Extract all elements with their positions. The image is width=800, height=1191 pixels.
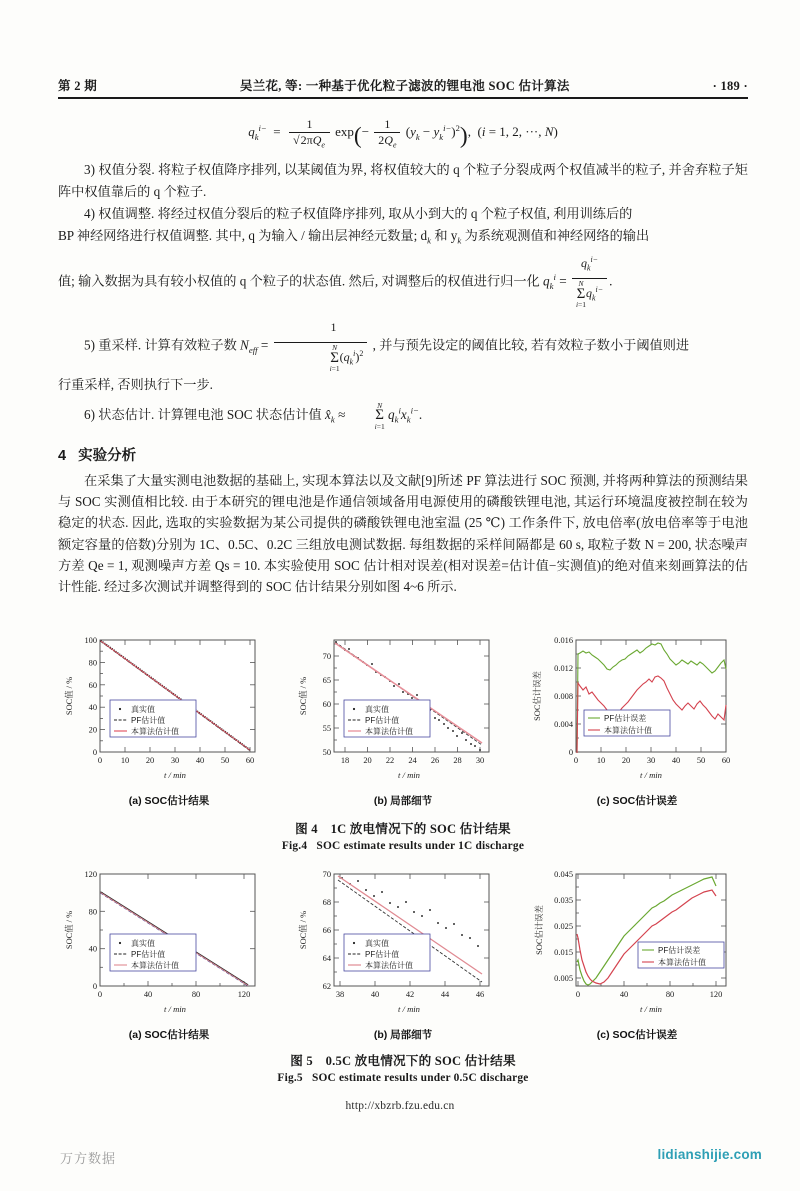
svg-text:62: 62 (322, 982, 331, 991)
article-running-title: 吴兰花, 等: 一种基于优化粒子滤波的锂电池 SOC 估计算法 (239, 79, 570, 93)
figure-4-en-prefix: Fig.4 (281, 840, 308, 852)
x-tick-labels-fig5b (336, 990, 484, 999)
svg-text:120: 120 (237, 990, 251, 999)
para-step-3: 3) 权值分裂. 将粒子权值降序排列, 以某阈值为界, 将权值较大的 q 个粒子分裂成两个权值减半的粒子, 并舍弃粒子矩阵中权值靠后的 q 个粒子. (58, 162, 748, 199)
svg-text:0: 0 (568, 748, 573, 757)
svg-text:真实值: 真实值 (131, 939, 155, 948)
svg-text:本算法估计值: 本算法估计值 (658, 958, 706, 967)
svg-text:20: 20 (621, 756, 631, 765)
svg-text:66: 66 (322, 926, 331, 935)
subcaption-fig5a: (a) SOC估计结果 (128, 1029, 210, 1041)
svg-text:120: 120 (84, 870, 97, 879)
figure-5c (526, 866, 748, 1042)
section-number: 4 (58, 447, 67, 464)
y-tick-labels-fig4b (323, 652, 331, 757)
svg-text:80: 80 (88, 658, 97, 668)
figure-4-caption (58, 818, 748, 852)
svg-text:本算法估计值: 本算法估计值 (131, 727, 179, 736)
equation-weight-update: $q_k^{i-}$ = $\frac{1}{√2\pi Q_e}$ exp(− $\frac{1}{2Q_e}$ $(y_k - y_k^{i-})^2$), (i = 1, 2, ···, N) (248, 117, 558, 150)
svg-text:80: 80 (665, 990, 675, 999)
legend-fig4c (584, 710, 670, 736)
svg-text:本算法估计值: 本算法估计值 (365, 961, 413, 970)
step4-text-d: 值; 输入数据为具有较小权值的 q 个粒子的状态值. 然后, 对调整后的权值进行归一化 (58, 273, 544, 289)
plot-fig4b (292, 632, 514, 790)
svg-text:0.015: 0.015 (554, 948, 573, 957)
legend-fig4a (110, 700, 196, 737)
svg-text:0.016: 0.016 (554, 636, 573, 645)
wanfang-watermark: 万方数据 (60, 1151, 117, 1166)
svg-text:真实值: 真实值 (131, 705, 155, 714)
svg-text:18: 18 (340, 756, 350, 765)
subcaption-fig4c: (c) SOC估计误差 (596, 795, 678, 807)
svg-text:本算法估计值: 本算法估计值 (131, 961, 179, 970)
svg-text:40: 40 (671, 756, 681, 765)
svg-text:真实值: 真实值 (365, 939, 389, 948)
svg-text:70: 70 (322, 870, 331, 879)
svg-text:40: 40 (195, 756, 205, 765)
y-axis-label-fig5b: SOC值 / % (299, 910, 308, 950)
svg-text:10: 10 (120, 756, 130, 765)
svg-text:0.004: 0.004 (554, 720, 573, 729)
figure-5-caption-cn: 图 5 0.5C 放电情况下的 SOC 估计结果 (290, 1054, 516, 1068)
figure-4-caption-cn: 图 4 1C 放电情况下的 SOC 估计结果 (295, 822, 511, 836)
svg-text:0: 0 (92, 982, 97, 991)
svg-text:0.025: 0.025 (554, 922, 573, 931)
svg-text:40: 40 (88, 944, 97, 954)
svg-text:46: 46 (475, 990, 485, 999)
svg-text:10: 10 (596, 756, 606, 765)
figure-5-caption (58, 1050, 748, 1084)
figure-4-caption-en (58, 840, 748, 852)
step4-text-b: 和 y (431, 228, 458, 244)
svg-text:0: 0 (97, 990, 103, 999)
svg-text:0: 0 (97, 756, 103, 765)
y-tick-labels-fig4c (554, 636, 574, 757)
step5-text-b: , 并与预先设定的阈值比较, 若有效粒子数小于阈值则进 (369, 337, 690, 353)
svg-text:本算法估计值: 本算法估计值 (604, 726, 652, 735)
plot-fig5b (292, 866, 514, 1024)
y-axis-label-fig4a: SOC值 / % (65, 676, 74, 716)
x-tick-labels-fig5c (576, 990, 722, 999)
legend-fig5a (110, 934, 196, 971)
y-tick-labels-fig4a (84, 636, 97, 757)
plot-fig4c (526, 632, 748, 790)
x-axis-label-fig4b: t / min (398, 770, 420, 780)
svg-text:0.005: 0.005 (554, 974, 573, 983)
figure-4-en-text: SOC estimate results under 1C discharge (316, 840, 525, 852)
x-tick-labels-fig5a (98, 990, 250, 999)
svg-text:20: 20 (88, 725, 97, 735)
svg-text:80: 80 (88, 907, 97, 917)
svg-text:0: 0 (575, 990, 581, 999)
svg-text:40: 40 (619, 990, 629, 999)
x-axis-label-fig4a: t / min (164, 770, 186, 780)
y-axis-label-fig5a: SOC值 / % (65, 910, 74, 950)
x-axis-label-fig5a: t / min (164, 1004, 186, 1014)
svg-text:60: 60 (721, 756, 731, 765)
x-tick-labels-fig4b (341, 756, 484, 765)
svg-text:20: 20 (145, 756, 155, 765)
step6-text-a: 6) 状态估计. 计算锂电池 SOC 状态估计值 (84, 407, 326, 423)
svg-text:0: 0 (92, 748, 97, 757)
running-head (58, 76, 748, 94)
subcaption-fig4b: (b) 局部细节 (373, 795, 433, 807)
svg-text:60: 60 (322, 700, 331, 709)
subcaption-fig5b: (b) 局部细节 (373, 1029, 433, 1041)
para-step-4-line3: 值; 输入数据为具有较小权值的 q 个粒子的状态值. 然后, 对调整后的权值进行归一化 $q_k^i$ = $q_k^{i-}$ N Σ i=1 $q_k^{i-}$ . (58, 255, 613, 310)
svg-text:60: 60 (245, 756, 255, 765)
plot-fig5c (526, 866, 748, 1024)
y-axis-label-fig5c: SOC估计误差 (535, 905, 544, 955)
legend-fig5c (638, 942, 724, 968)
svg-text:30: 30 (170, 756, 180, 765)
page-number: · 189 · (712, 79, 748, 93)
svg-text:28: 28 (453, 756, 462, 765)
section-title: 实验分析 (78, 447, 137, 464)
svg-text:50: 50 (220, 756, 230, 765)
y-tick-labels-fig5c (554, 870, 573, 983)
svg-text:64: 64 (322, 954, 331, 963)
svg-text:26: 26 (430, 756, 440, 765)
svg-text:100: 100 (84, 636, 97, 645)
figure-4-row (58, 632, 748, 808)
svg-text:24: 24 (408, 756, 417, 765)
svg-text:PF估计值: PF估计值 (365, 950, 400, 959)
y-axis-label-fig4c: SOC估计误差 (533, 671, 542, 721)
svg-text:40: 40 (143, 990, 153, 999)
svg-text:22: 22 (385, 756, 395, 765)
svg-text:40: 40 (370, 990, 380, 999)
svg-text:20: 20 (363, 756, 372, 765)
x-axis-label-fig5c: t / min (640, 1004, 662, 1014)
x-tick-labels-fig4a (98, 756, 254, 765)
step5-text-a: 5) 重采样. 计算有效粒子数 (84, 337, 241, 353)
svg-text:50: 50 (322, 748, 331, 757)
svg-text:55: 55 (322, 724, 331, 733)
svg-text:120: 120 (709, 990, 723, 999)
figure-5-en-text: SOC estimate results under 0.5C discharge (311, 1072, 529, 1084)
y-axis-label-fig4b: SOC值 / % (299, 676, 308, 716)
svg-text:44: 44 (440, 990, 450, 999)
svg-text:PF估计误差: PF估计误差 (658, 946, 701, 955)
step4-text-a: BP 神经网络进行权值调整. 其中, q 为输入 / 输出层神经元数量; d (58, 228, 428, 244)
figure-4b (292, 632, 514, 808)
svg-text:40: 40 (88, 703, 97, 713)
subcaption-fig5c: (c) SOC估计误差 (596, 1029, 678, 1041)
header-rule (58, 97, 748, 99)
svg-text:本算法估计值: 本算法估计值 (365, 727, 413, 736)
x-axis-label-fig5b: t / min (398, 1004, 420, 1014)
para-step-4-line2: BP 神经网络进行权值调整. 其中, q 为输入 / 输出层神经元数量; $d_k$ 和 $y_k$ 为系统观测值和神经网络的输出 (58, 228, 650, 246)
figure-5-row (58, 866, 748, 1042)
svg-text:真实值: 真实值 (365, 705, 389, 714)
plot-fig4a (58, 632, 280, 790)
para-step-6: 6) 状态估计. 计算锂电池 SOC 状态估计值 $x̂_k$ ≈ N Σ i=1 $q_k^ix_k^{i-}$. (84, 400, 423, 431)
x-tick-labels-fig4c (574, 756, 730, 765)
para-section4-body: 在采集了大量实测电池数据的基础上, 实现本算法以及文献[9]所述 PF 算法进行 SOC 预测, 并将两种算法的预测结果与 SOC 实测值相比较. 由于本研究的锂电池是作通信领域备用电源使用的磷酸铁锂电池, 其运行环境温度被控制在较为稳定的状态. 因此, 选取的实验数据为某公司提供的磷酸铁锂电池室温 (25 ℃) 工作条件下, 放电倍率(放电倍率等于电池额定容量的倍数)分别为 1C、0.5C、0.2C 三组放电测试数据. 每组数据的采样间隔都是 60 s, 取粒子数 N = 200, 状态噪声方差 Qe = 1, 观测噪声方差 Qs = 10. 本实验使用 SOC 估计相对误差(相对误差=估计值−实测值)的绝对值来刻画算法的估计性能. 经过多次测试并调整得到的 SOC 估计结果分别如图 4~6 所示. (58, 472, 748, 595)
figure-5a (58, 866, 280, 1042)
svg-text:42: 42 (405, 990, 415, 999)
journal-url[interactable]: http://xbzrb.fzu.edu.cn (345, 1100, 455, 1112)
svg-text:70: 70 (322, 652, 331, 661)
y-tick-labels-fig5a (84, 870, 97, 991)
figure-5-en-prefix: Fig.5 (277, 1072, 303, 1084)
figure-4c (526, 632, 748, 808)
subcaption-fig4a: (a) SOC估计结果 (128, 795, 210, 807)
figure-5b (292, 866, 514, 1042)
legend-fig5b (344, 934, 430, 971)
section-heading-4 (58, 444, 748, 465)
svg-text:PF估计值: PF估计值 (131, 716, 166, 725)
legend-fig4b (344, 700, 430, 737)
svg-text:0.008: 0.008 (554, 692, 573, 701)
svg-text:PF估计误差: PF估计误差 (604, 714, 647, 723)
article-body (58, 108, 748, 599)
svg-text:50: 50 (696, 756, 706, 765)
site-brand[interactable]: lidianshijie.com (657, 1147, 762, 1162)
svg-text:PF估计值: PF估计值 (365, 716, 400, 725)
para-step-5: 5) 重采样. 计算有效粒子数 $N_{eff}$ = 1 N Σ i=1 $(q_k^i)^2$ , 并与预先设定的阈值比较, 若有效粒子数小于阈值则进 (84, 319, 690, 374)
svg-text:68: 68 (322, 898, 331, 907)
x-axis-label-fig4c: t / min (640, 770, 662, 780)
svg-text:0.035: 0.035 (554, 896, 573, 905)
svg-text:0: 0 (573, 756, 579, 765)
svg-text:65: 65 (322, 676, 331, 685)
para-step-5-cont: 行重采样, 否则执行下一步. (58, 376, 213, 392)
y-tick-labels-fig5b (323, 870, 332, 991)
svg-text:30: 30 (646, 756, 656, 765)
step4-text-c: 为系统观测值和神经网络的输出 (461, 228, 650, 244)
svg-text:80: 80 (191, 990, 201, 999)
plot-fig5a (58, 866, 280, 1024)
issue-label: 第 2 期 (58, 79, 98, 93)
svg-text:38: 38 (335, 990, 345, 999)
svg-text:30: 30 (475, 756, 485, 765)
svg-text:0.045: 0.045 (554, 870, 573, 879)
figure-4a (58, 632, 280, 808)
svg-text:PF估计值: PF估计值 (131, 950, 166, 959)
svg-text:60: 60 (88, 680, 97, 690)
para-step-4-line1: 4) 权值调整. 将经过权值分裂后的粒子权值降序排列, 取从小到大的 q 个粒子权值, 利用训练后的 (84, 205, 633, 221)
axes-frame-fig5c (576, 874, 726, 986)
figure-5-caption-en (58, 1072, 748, 1084)
svg-text:0.012: 0.012 (554, 664, 573, 673)
